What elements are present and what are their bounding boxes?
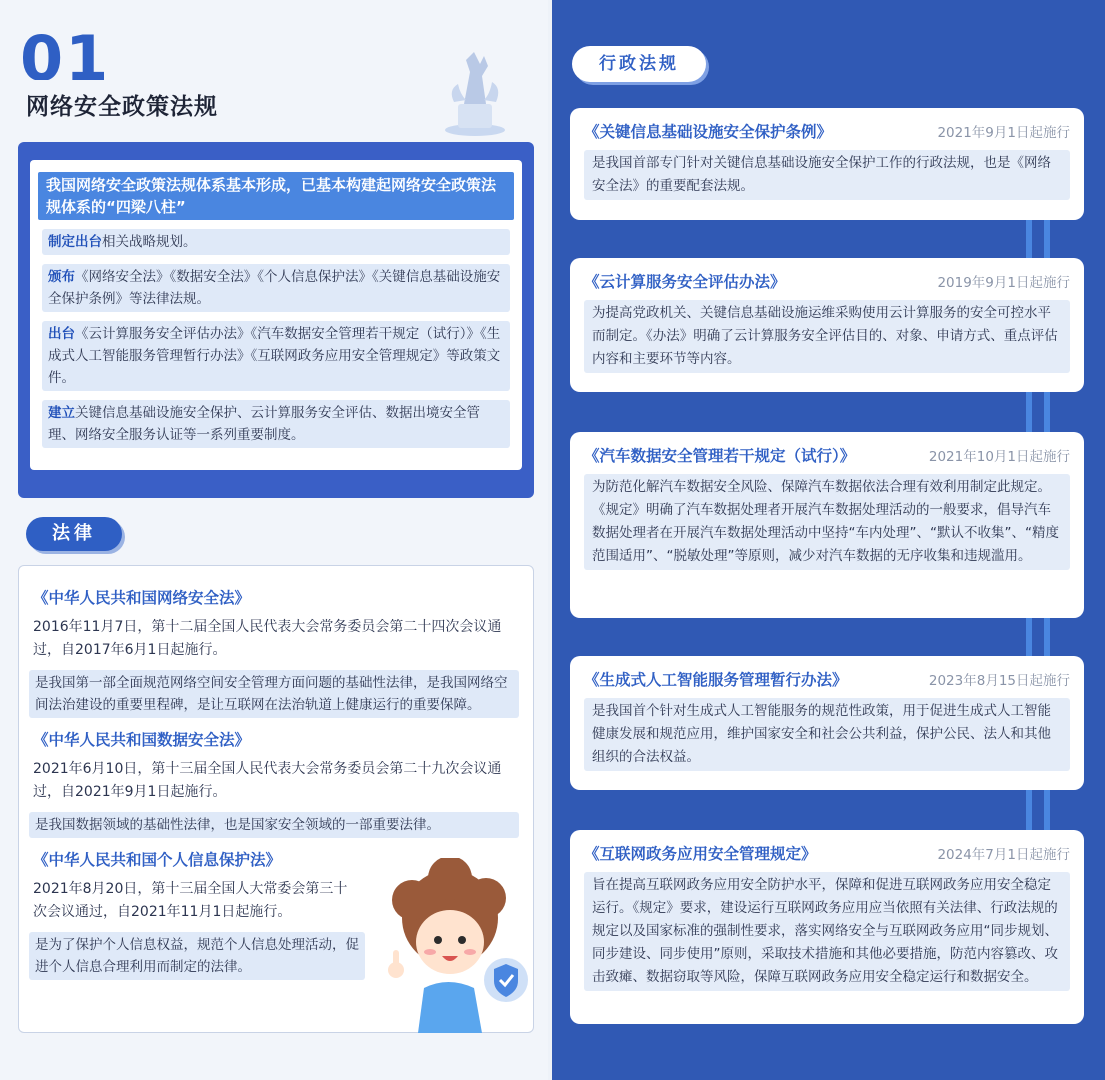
law-title: 《中华人民共和国网络安全法》 — [33, 589, 251, 607]
regulation-desc: 为防范化解汽车数据安全风险、保障汽车数据依法合理有效利用制定此规定。《规定》明确了汽车数据处理者开展汽车数据处理活动的一般要求，倡导汽车数据处理者在开展汽车数据处理活动中坚持“车内处理”、“默认不收集”、“精度范围适用”、“脱敏处理”等原则，减少对汽车数据的无序收集和违规滥用。 — [584, 474, 1070, 570]
regulation-desc: 旨在提高互联网政务应用安全防护水平，保障和促进互联网政务应用安全稳定运行。《规定》要求，建设运行互联网政务应用应当依照有关法律、行政法规的规定以及国家标准的强制性要求，落实网络安全与互联网政务应用“同步规划、同步建设、同步使用”原则，采取技术措施和其他必要措施，防范内容篡改、攻击致瘫、数据窃取等风险，保障互联网政务应用安全稳定运行和数据安全。 — [584, 872, 1070, 991]
summary-card — [30, 160, 522, 470]
summary-frame — [18, 142, 534, 498]
summary-heading-text: 我国网络安全政策法规体系基本形成，已基本构建起网络安全政策法规体系的 — [46, 176, 497, 216]
summary-heading — [38, 172, 514, 220]
regulation-title: 《互联网政务应用安全管理规定》 — [584, 845, 817, 863]
regulation-date: 2023年8月15日起施行 — [928, 673, 1070, 689]
regulation-card — [570, 108, 1084, 220]
law-desc: 是为了保护个人信息权益，规范个人信息处理活动，促进个人信息合理利用而制定的法律。 — [29, 932, 365, 980]
summary-item-text: 《网络安全法》《数据安全法》《个人信息保护法》《关键信息基础设施安全保护条例》等法律法规。 — [48, 269, 501, 307]
summary-item — [42, 229, 510, 255]
regulation-date: 2021年9月1日起施行 — [937, 125, 1070, 141]
right-column — [552, 0, 1105, 1080]
summary-item — [42, 264, 510, 312]
card-connector — [1026, 784, 1032, 836]
statue-illustration — [440, 42, 510, 137]
law-desc: 是我国第一部全面规范网络空间安全管理方面问题的基础性法律，是我国网络空间法治建设的重要里程碑，是让互联网在法治轨道上健康运行的重要保障。 — [29, 670, 519, 718]
summary-item-key: 颁布 — [48, 269, 75, 285]
law-desc: 是我国数据领域的基础性法律，也是国家安全领域的一部重要法律。 — [29, 812, 519, 838]
regulation-date: 2019年9月1日起施行 — [937, 275, 1070, 291]
summary-item-text: 相关战略规划。 — [102, 234, 197, 250]
regulation-card — [570, 656, 1084, 790]
law-date: 2021年6月10日，第十三届全国人民代表大会常务委员会第二十九次会议通过，自2021年9月1日起施行。 — [33, 761, 502, 800]
regulation-card — [570, 432, 1084, 618]
shield-icon — [484, 958, 528, 1002]
law-title: 《中华人民共和国个人信息保护法》 — [33, 851, 282, 869]
regulation-desc: 是我国首部专门针对关键信息基础设施安全保护工作的行政法规，也是《网络安全法》的重要配套法规。 — [584, 150, 1070, 200]
law-date: 2021年8月20日，第十三届全国人大常委会第三十次会议通过，自2021年11月1日起施行。 — [33, 881, 348, 920]
regulation-title: 《生成式人工智能服务管理暂行办法》 — [584, 671, 848, 689]
summary-item-key: 制定出台 — [48, 234, 102, 250]
regulation-card — [570, 830, 1084, 1024]
summary-heading-highlight: “四梁八柱” — [106, 198, 186, 216]
regulation-date: 2024年7月1日起施行 — [937, 847, 1070, 863]
regulation-card — [570, 258, 1084, 392]
left-column — [0, 0, 548, 1080]
regulation-date: 2021年10月1日起施行 — [928, 449, 1070, 465]
regulation-title: 《关键信息基础设施安全保护条例》 — [584, 123, 833, 141]
summary-item-key: 出台 — [48, 326, 75, 342]
card-connector — [1026, 386, 1032, 438]
card-connector — [1044, 386, 1050, 438]
summary-item-text: 关键信息基础设施安全保护、云计算服务安全评估、数据出境安全管理、网络安全服务认证等一系列重要制度。 — [48, 405, 480, 443]
summary-item — [42, 400, 510, 448]
regulation-desc: 为提高党政机关、关键信息基础设施运维采购使用云计算服务的安全可控水平而制定。《办法》明确了云计算服务安全评估目的、对象、申请方式、重点评估内容和主要环节等内容。 — [584, 300, 1070, 373]
law-section-label: 法律 — [26, 517, 122, 551]
summary-item-key: 建立 — [48, 405, 75, 421]
law-date: 2016年11月7日，第十二届全国人民代表大会常务委员会第二十四次会议通过，自2017年6月1日起施行。 — [33, 619, 502, 658]
summary-item-text: 《云计算服务安全评估办法》《汽车数据安全管理若干规定（试行）》《生成式人工智能服务管理暂行办法》《互联网政务应用安全管理规定》等政策文件。 — [48, 326, 501, 386]
regulation-desc: 是我国首个针对生成式人工智能服务的规范性政策，用于促进生成式人工智能健康发展和规范应用，维护国家安全和社会公共利益，保护公民、法人和其他组织的合法权益。 — [584, 698, 1070, 771]
summary-item — [42, 321, 510, 391]
mascot-illustration — [378, 858, 538, 1033]
regulation-section-label: 行政法规 — [572, 46, 706, 82]
regulation-title: 《云计算服务安全评估办法》 — [584, 273, 786, 291]
page-title: 网络安全政策法规 — [26, 94, 218, 120]
card-connector — [1044, 784, 1050, 836]
law-title: 《中华人民共和国数据安全法》 — [33, 731, 251, 749]
section-number: 01 — [20, 28, 111, 80]
regulation-title: 《汽车数据安全管理若干规定（试行）》 — [584, 447, 856, 465]
